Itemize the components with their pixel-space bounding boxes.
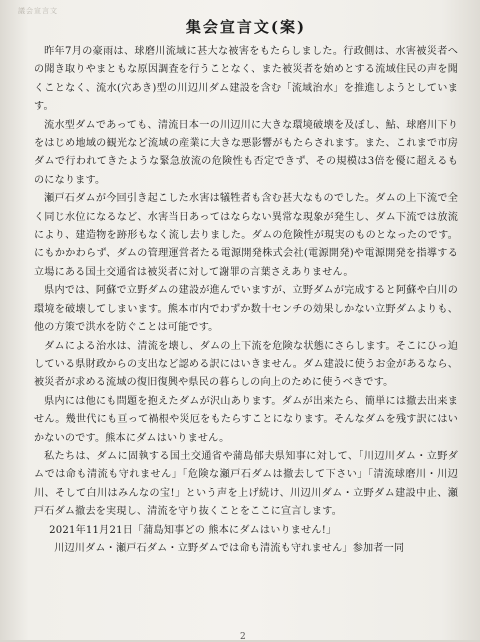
paragraph-4: 県内では、阿蘇で立野ダムの建設が進んでいますが、立野ダムが完成すると阿蘇や白川の環境を破壊してしまいます。熊本市内でわずか数十センチの効果しかない立野ダムよりも、他の方策で洪水を防ぐことは可能です。 [34, 285, 458, 334]
paragraph-1: 昨年7月の豪雨は、球磨川流域に甚大な被害をもたらしました。行政側は、水害被災者への聞き取りやまともな原因調査を行うことなく、また被災者を始めとする流域住民の声を聞くことなく、流水(穴あき)型の川辺川ダム建設を含む「流域治水」を推進しようとしています。 [34, 46, 458, 113]
signature-line: 川辺川ダム・瀬戸石ダム・立野ダムでは命も清流も守れません」参加者一同 [54, 542, 405, 554]
paragraph-5: ダムによる治水は、清流を壊し、ダムの上下流を危険な状態にさらします。そこにひっ迫している県財政からの支出など認める訳にはいきません。ダム建設に使うお金があるなら、被災者が求める流域の復旧復興や県民の暮らしの向上のために使うべきです。 [34, 340, 458, 389]
paragraph-6: 県内には他にも問題を抱えたダムが沢山あります。ダムが出来たら、簡単には撤去出来ません。幾世代にも亘って禍根や災厄をもたらすことになります。そんなダムを残す訳にはいかないのです。熊本にダムはいりません。 [34, 395, 458, 444]
closing-date-line: 2021年11月21日「蒲島知事どの 熊本にダムはいりません!」 [49, 524, 337, 536]
paragraph-3: 瀬戸石ダムが今回引き起こした水害は犠牲者も含む甚大なものでした。ダムの上下流で全く同じ水位になるなど、水害当日あってはならない異常な現象が発生し、ダム下流では放流により、建造物を跡形もなく流し去りました。ダムの危険性が現実のものとなったのです。にもかかわらず、ダムの管理運営者たる電源開発株式会社(電源開発)や電源開発を指導する立場にある国土交通省は被災者に対して謝罪の言葉さえありません。 [34, 193, 458, 278]
page-number: 2 [240, 632, 246, 642]
page-title: 集会宣言文(案) [185, 18, 307, 36]
header-strip: 議会宣言文 [18, 7, 58, 15]
paragraph-2: 流水型ダムであっても、清流日本一の川辺川に大きな環境破壊を及ぼし、鮎、球磨川下りをはじめ地域の観光など流域の産業に大きな悪影響がもたらされます。また、これまで市房ダムで行われてきたような緊急放流の危険性も否定できず、その規模は3倍を優に超えるものになります。 [34, 119, 458, 186]
paragraph-7: 私たちは、ダムに固執する国土交通省や蒲島郁夫県知事に対して、「川辺川ダム・立野ダムでは命も清流も守れません」「危険な瀬戸石ダムは撤去して下さい」「清流球磨川・川辺川、そして白川はみんなの宝!」という声を上げ続け、川辺川ダム・立野ダム建設中止、瀬戸石ダム撤去を実現し、清流を守り抜くことをここに宣言します。 [34, 450, 458, 518]
